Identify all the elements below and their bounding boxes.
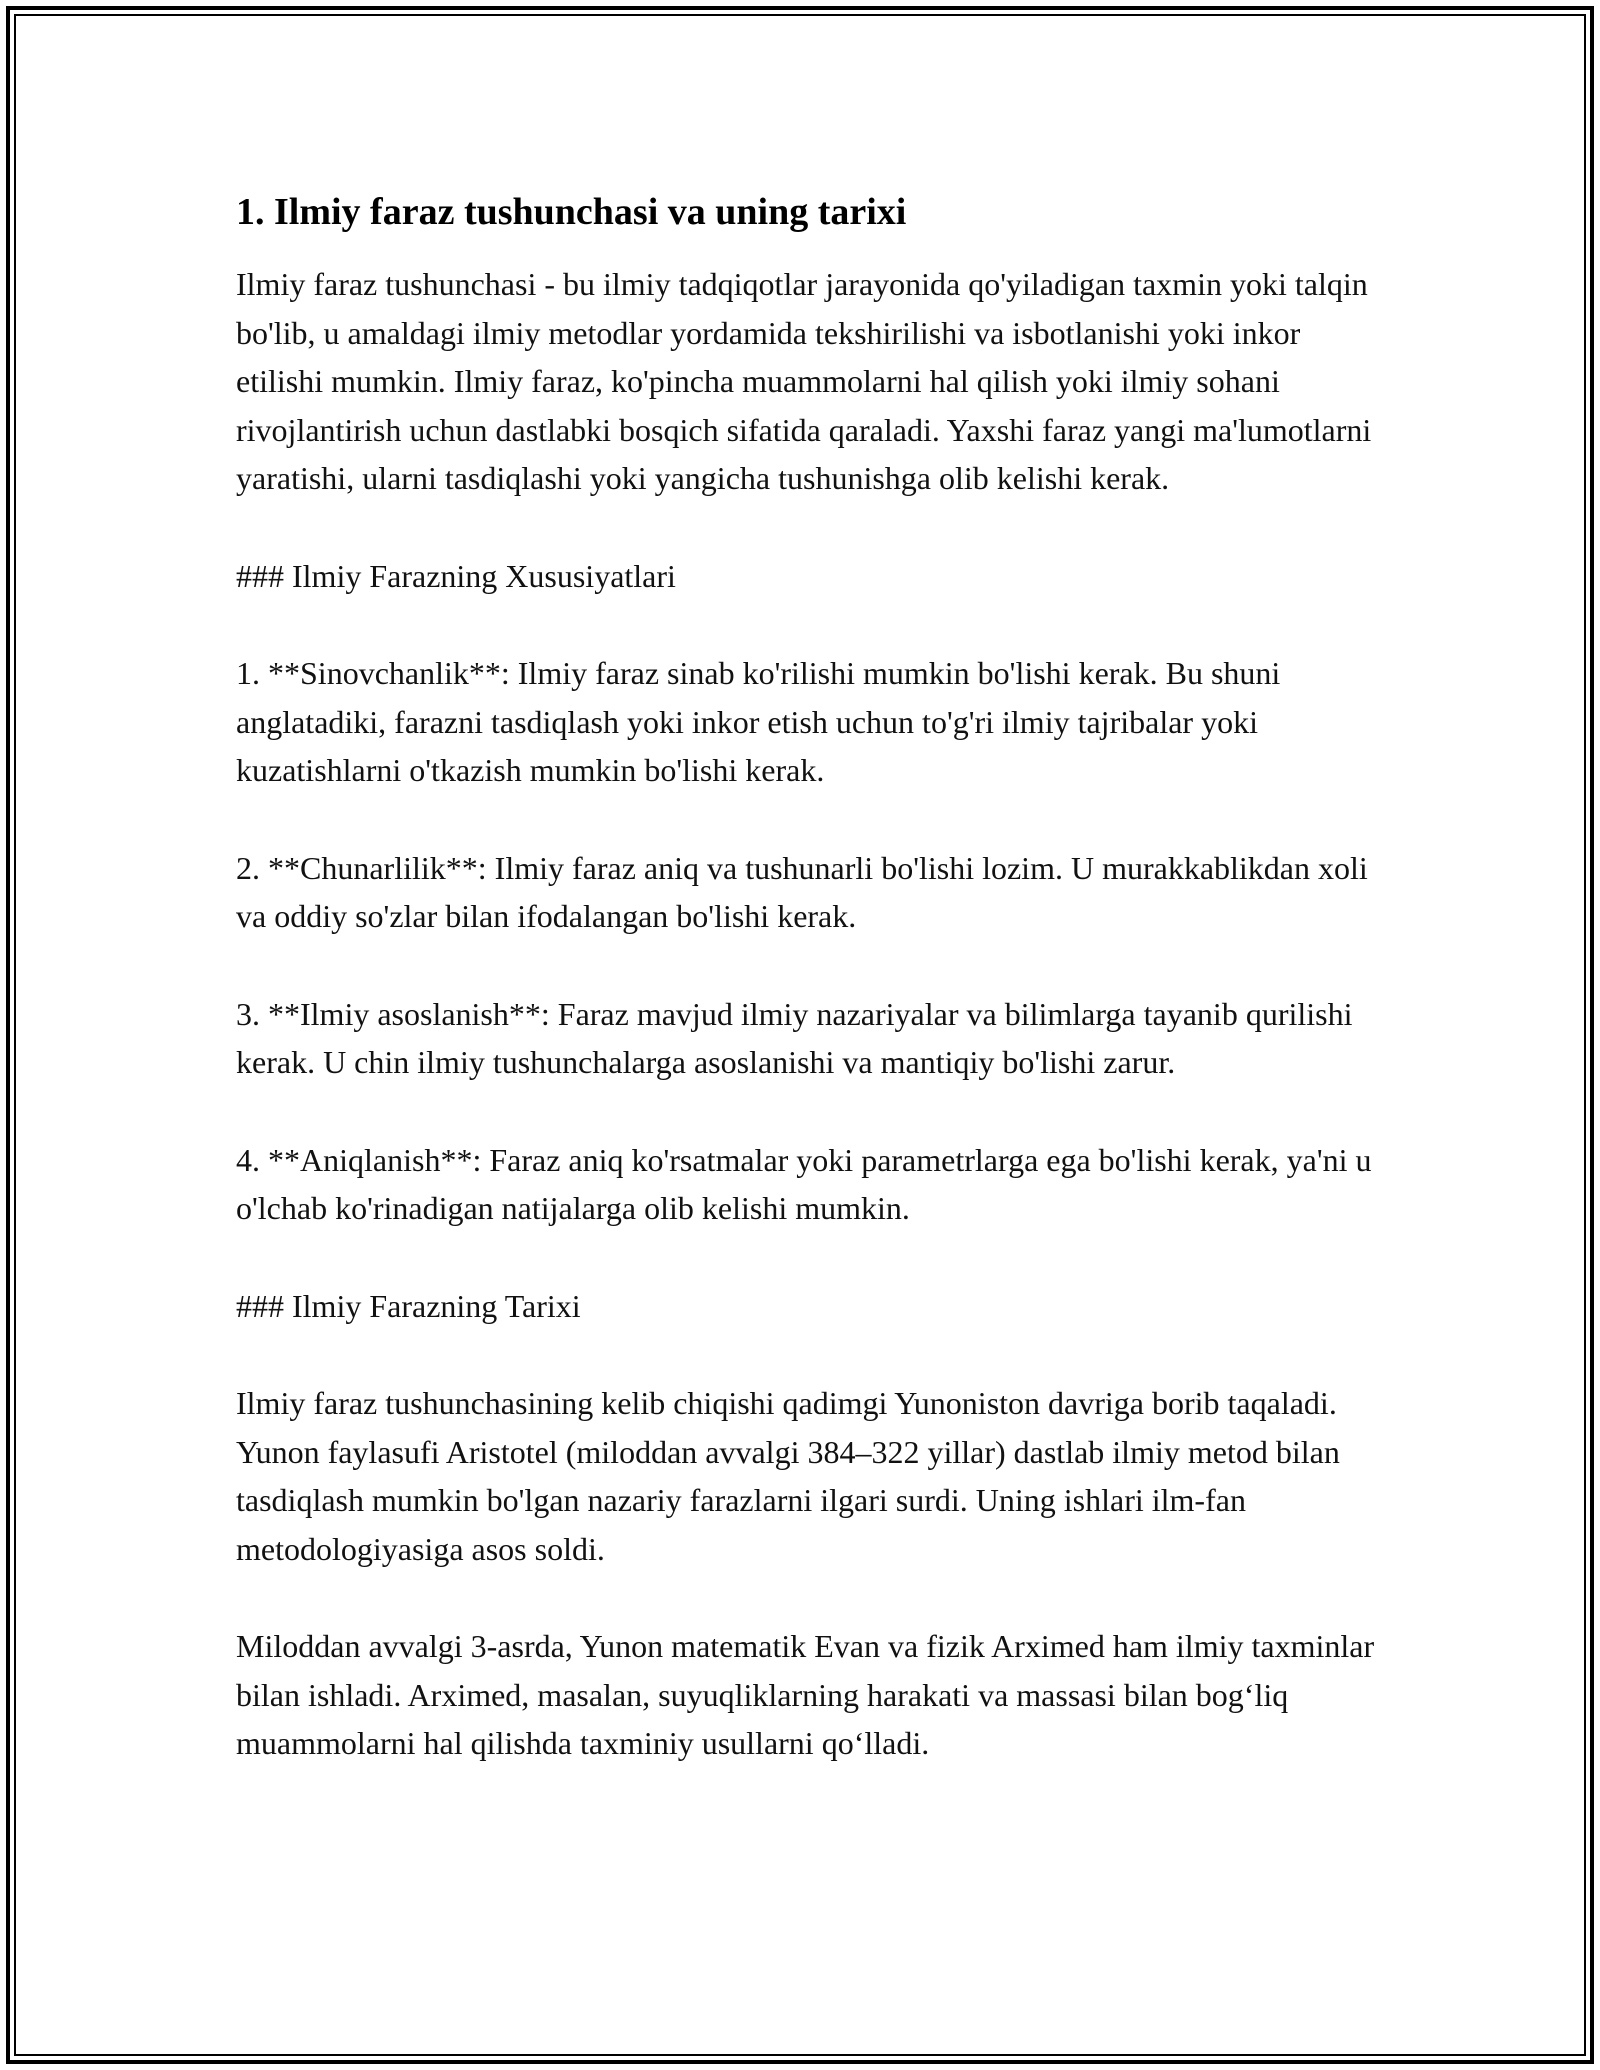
document-body (236, 186, 1376, 1817)
history-paragraph-aristotle: Ilmiy faraz tushunchasining kelib chiqishi qadimgi Yunoniston davriga borib taqaladi. Yunon faylasufi Aristotel (miloddan avvalgi 384–322 yillar) dastlab ilmiy metod bilan tasdiqlash mumkin bo'lgan nazariy farazlarni ilgari surdi. Uning ishlari ilm-fan metodologiyasiga asos soldi. (236, 1385, 1340, 1567)
property-item-testability: 1. **Sinovchanlik**: Ilmiy faraz sinab ko'rilishi mumkin bo'lishi kerak. Bu shuni anglatadiki, farazni tasdiqlash yoki inkor etish uchun to'g'ri ilmiy tajribalar yoki kuzatishlarni o'tkazish mumkin bo'lishi kerak. (236, 655, 1281, 788)
property-item-scientific-basis: 3. **Ilmiy asoslanish**: Faraz mavjud ilmiy nazariyalar va bilimlarga tayanib qurilishi kerak. U chin ilmiy tushunchalarga asoslanishi va mantiqiy bo'lishi zarur. (236, 995, 1353, 1080)
property-item-definiteness: 4. **Aniqlanish**: Faraz aniq ko'rsatmalar yoki parametrlarga ega bo'lishi kerak, ya'ni u o'lchab ko'rinadigan natijalarga olib kelishi mumkin. (236, 1141, 1372, 1226)
section-heading-history: ### Ilmiy Farazning Tarixi (236, 1287, 581, 1324)
document-title: 1. Ilmiy faraz tushunchasi va uning tarixi (236, 191, 907, 233)
property-item-clarity: 2. **Chunarlilik**: Ilmiy faraz aniq va tushunarli bo'lishi lozim. U murakkablikdan xoli va oddiy so'zlar bilan ifodalangan bo'lishi kerak. (236, 849, 1368, 934)
section-heading-properties: ### Ilmiy Farazning Xususiyatlari (236, 557, 676, 594)
history-paragraph-archimedes: Miloddan avvalgi 3-asrda, Yunon matematik Evan va fizik Arximed ham ilmiy taxminlar bilan ishladi. Arximed, masalan, suyuqliklarning harakati va massasi bilan bog‘liq muammolarni hal qilishda taxminiy usullarni qo‘lladi. (236, 1628, 1375, 1761)
intro-paragraph: Ilmiy faraz tushunchasi - bu ilmiy tadqiqotlar jarayonida qo'yiladigan taxmin yoki talqin bo'lib, u amaldagi ilmiy metodlar yordamida tekshirilishi va isbotlanishi yoki inkor etilishi mumkin. Ilmiy faraz, ko'pincha muammolarni hal qilish yoki ilmiy sohani rivojlantirish uchun dastlabki bosqich sifatida qaraladi. Yaxshi faraz yangi ma'lumotlarni yaratishi, ularni tasdiqlashi yoki yangicha tushunishga olib kelishi kerak. (236, 266, 1372, 496)
